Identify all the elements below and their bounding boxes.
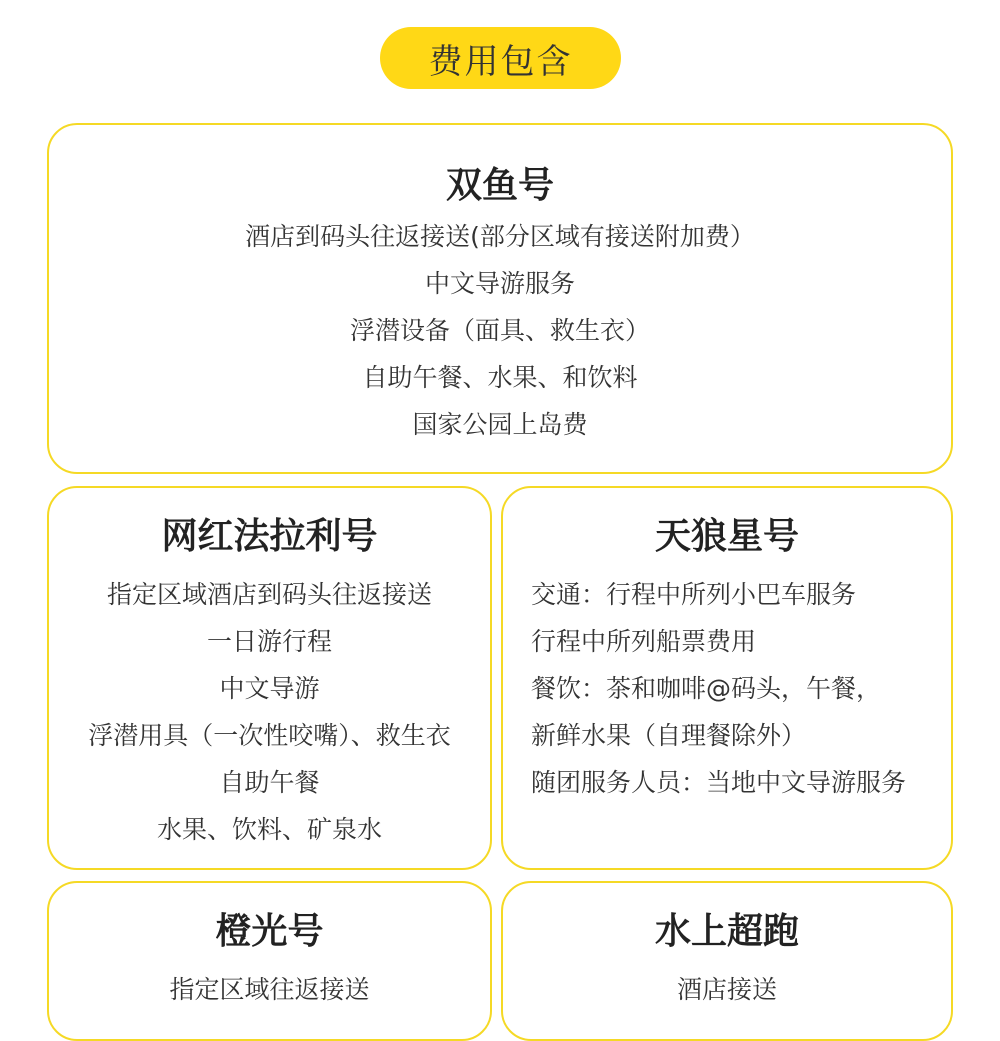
card-title-ferrari: 网红法拉利号 — [161, 516, 378, 557]
list-item: 中文导游 — [219, 674, 320, 703]
inclusion-list-chengguang — [49, 966, 490, 1013]
list-item: 交通：行程中所列小巴车服务 — [531, 580, 857, 609]
list-item: 酒店接送 — [676, 975, 777, 1004]
package-card-chengguang — [47, 881, 492, 1041]
list-item: 中文导游服务 — [424, 269, 575, 298]
package-card-water-supercar — [501, 881, 953, 1041]
list-item: 一日游行程 — [206, 627, 332, 656]
list-item: 自助午餐、水果、和饮料 — [362, 363, 638, 392]
card-title-shuangyu: 双鱼号 — [445, 165, 554, 206]
inclusion-list-ferrari — [49, 571, 490, 853]
list-item: 酒店到码头往返接送(部分区域有接送附加费） — [245, 222, 755, 251]
list-item: 指定区域往返接送 — [169, 975, 370, 1004]
list-item: 浮潜用具（一次性咬嘴）、救生衣 — [88, 721, 451, 750]
list-item: 餐饮：茶和咖啡@码头，午餐， — [531, 674, 882, 703]
list-item: 新鲜水果（自理餐除外） — [531, 721, 807, 750]
inclusion-list-sirius — [531, 571, 941, 806]
package-card-sirius — [501, 486, 953, 870]
list-item: 自助午餐 — [219, 768, 320, 797]
list-item: 指定区域酒店到码头往返接送 — [106, 580, 432, 609]
list-item: 水果、饮料、矿泉水 — [156, 815, 382, 844]
list-item: 随团服务人员：当地中文导游服务 — [531, 768, 907, 797]
card-title-sirius: 天狼星号 — [654, 516, 799, 557]
package-card-ferrari — [47, 486, 492, 870]
card-title-water-supercar: 水上超跑 — [654, 911, 799, 952]
list-item: 行程中所列船票费用 — [531, 627, 757, 656]
list-item: 浮潜设备（面具、救生衣） — [349, 316, 650, 345]
inclusion-list-shuangyu — [47, 213, 953, 448]
section-title: 费用包含 — [428, 41, 573, 82]
inclusion-list-water-supercar — [503, 966, 951, 1013]
section-title-badge — [380, 27, 621, 89]
card-title-chengguang: 橙光号 — [215, 911, 324, 952]
list-item: 国家公园上岛费 — [412, 410, 588, 439]
